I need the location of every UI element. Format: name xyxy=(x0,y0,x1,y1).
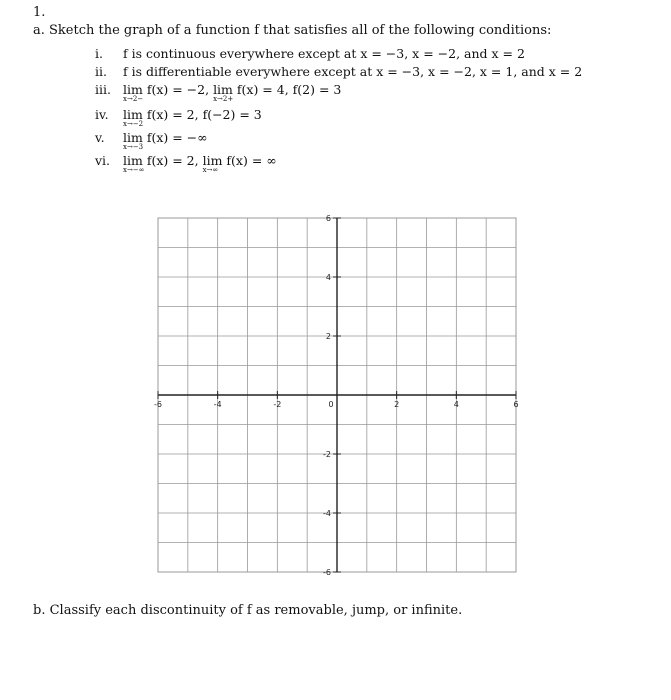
limit-subscript: x→−2 xyxy=(123,120,144,128)
condition-numeral: v. xyxy=(95,130,105,145)
lim-word: lim xyxy=(123,82,143,97)
condition-text: f is differentiable everywhere except at x = −3, x = −2, x = 1, and x = 2 xyxy=(123,64,583,79)
condition-text: f is continuous everywhere except at x = −3, x = −2, and x = 2 xyxy=(123,46,525,61)
condition-iii xyxy=(95,82,342,103)
condition-v xyxy=(95,130,208,151)
condition-numeral: iii. xyxy=(95,82,111,97)
y-tick-label: 4 xyxy=(325,273,331,282)
y-tick-label: -6 xyxy=(323,568,331,577)
lim-word: lim xyxy=(123,130,143,145)
x-tick-label: -6 xyxy=(154,400,162,409)
limit-subscript: x→2− xyxy=(123,95,144,103)
limit-operator xyxy=(123,82,144,103)
limit-subscript: x→2+ xyxy=(213,95,234,103)
y-tick-label: -4 xyxy=(323,509,331,518)
lim-word: lim xyxy=(123,107,143,122)
condition-i xyxy=(95,46,525,61)
lim-word: lim xyxy=(123,153,143,168)
graph-grid[interactable] xyxy=(150,210,530,580)
limit-operator xyxy=(123,153,145,174)
condition-numeral: iv. xyxy=(95,107,109,122)
limit-subscript: x→∞ xyxy=(202,166,219,174)
x-tick-label: -2 xyxy=(273,400,282,409)
condition-text: f(x) = 4, f(2) = 3 xyxy=(232,82,342,97)
condition-numeral: ii. xyxy=(95,64,107,79)
problem-number: 1. xyxy=(33,5,46,20)
y-tick-label: 6 xyxy=(325,214,331,223)
x-tick-label: 6 xyxy=(513,400,519,409)
x-tick-label: 2 xyxy=(394,400,400,409)
x-tick-label: 0 xyxy=(328,400,334,409)
condition-numeral: i. xyxy=(95,46,103,61)
condition-text: f(x) = 2, xyxy=(142,153,203,168)
condition-ii xyxy=(95,64,582,79)
limit-operator xyxy=(213,82,234,103)
condition-numeral: vi. xyxy=(95,153,111,168)
lim-word: lim xyxy=(202,153,223,168)
limit-subscript: x→−∞ xyxy=(123,166,145,174)
x-tick-label: 4 xyxy=(453,400,459,409)
limit-operator xyxy=(123,130,144,151)
condition-text: f(x) = ∞ xyxy=(222,153,277,168)
y-tick-label: 2 xyxy=(325,332,331,341)
part-b-prompt: b. Classify each discontinuity of f as removable, jump, or infinite. xyxy=(33,603,463,618)
x-tick-label: -4 xyxy=(213,400,222,409)
y-tick-label: -2 xyxy=(323,450,331,459)
lim-word: lim xyxy=(213,82,233,97)
condition-text: f(x) = 2, f(−2) = 3 xyxy=(142,107,262,122)
condition-vi xyxy=(95,153,277,174)
limit-operator xyxy=(123,107,144,128)
condition-text: f(x) = −∞ xyxy=(142,130,208,145)
part-a-prompt: a. Sketch the graph of a function f that satisfies all of the following conditions: xyxy=(33,23,552,38)
limit-operator xyxy=(202,153,223,174)
condition-text: f(x) = −2, xyxy=(142,82,214,97)
limit-subscript: x→−3 xyxy=(123,143,144,151)
condition-iv xyxy=(95,107,262,128)
